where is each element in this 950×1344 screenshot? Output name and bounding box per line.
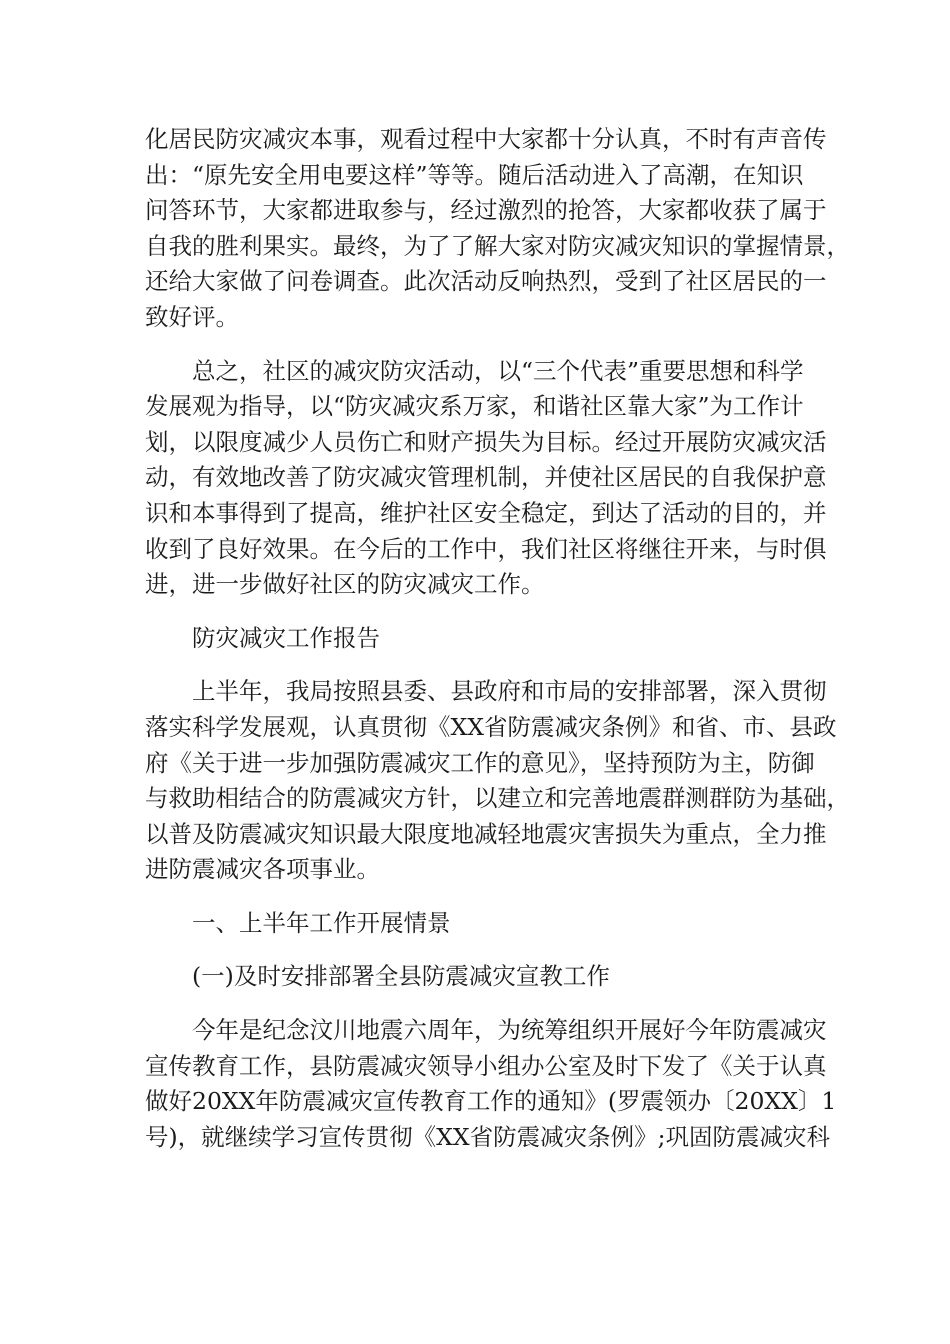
text-line: 号)，就继续学习宣传贯彻《XX省防震减灾条例》;巩固防震减灾科 (145, 1122, 831, 1151)
paragraph-gap (145, 336, 825, 354)
text-line: 进，进一步做好社区的防灾减灾工作。 (145, 570, 545, 599)
text-line: 做好20XX年防震减灾宣传教育工作的通知》(罗震领办〔20XX〕1 (145, 1087, 837, 1116)
paragraph-gap (145, 603, 825, 621)
text-line: 还给大家做了问卷调查。此次活动反响热烈，受到了社区居民的一 (145, 267, 827, 296)
paragraph (145, 122, 850, 336)
paragraph-gap (145, 995, 825, 1013)
text-line: 进防震减灾各项事业。 (145, 855, 380, 884)
text-line: 总之，社区的减灾防灾活动，以“三个代表”重要思想和科学 (145, 356, 804, 385)
text-line: 收到了良好效果。在今后的工作中，我们社区将继往开来，与时俱 (145, 534, 827, 563)
document-page (145, 122, 850, 1155)
text-line: 识和本事得到了提高，维护社区安全稳定，到达了活动的目的，并 (145, 498, 827, 527)
paragraph (145, 621, 825, 657)
text-line: 化居民防灾减灾本事，观看过程中大家都十分认真，不时有声音传 (145, 125, 827, 153)
paragraph (145, 674, 850, 888)
text-line: 划，以限度减少人员伤亡和财产损失为目标。经过开展防灾减灾活 (145, 427, 827, 456)
paragraph-gap (145, 941, 825, 959)
paragraph (145, 1013, 837, 1155)
text-line: 发展观为指导，以“防灾减灾系万家，和谐社区靠大家”为工作计 (145, 392, 804, 421)
paragraph (145, 354, 825, 603)
text-line: 动，有效地改善了防灾减灾管理机制，并使社区居民的自我保护意 (145, 463, 827, 492)
text-line: 宣传教育工作，县防震减灾领导小组办公室及时下发了《关于认真 (145, 1051, 827, 1080)
text-line: 今年是纪念汶川地震六周年，为统筹组织开展好今年防震减灾 (145, 1016, 827, 1045)
paragraph (145, 959, 825, 995)
text-line: 自我的胜利果实。最终，为了了解大家对防灾减灾知识的掌握情景， (145, 231, 850, 260)
text-line: 与救助相结合的防震减灾方针，以建立和完善地震群测群防为基础， (145, 784, 850, 813)
text-line: 问答环节，大家都进取参与，经过激烈的抢答，大家都收获了属于 (145, 196, 827, 225)
paragraph-gap (145, 656, 825, 674)
text-line: 一、上半年工作开展情景 (145, 908, 451, 937)
paragraph (145, 906, 825, 942)
text-line: 上半年，我局按照县委、县政府和市局的安排部署，深入贯彻 (145, 677, 827, 706)
text-line: 以普及防震减灾知识最大限度地减轻地震灾害损失为重点，全力推 (145, 819, 827, 848)
text-line: 防灾减灾工作报告 (145, 623, 380, 652)
text-line: 出：“原先安全用电要这样”等等。随后活动进入了高潮，在知识 (145, 160, 804, 189)
text-line: 致好评。 (145, 302, 239, 331)
text-line: 落实科学发展观，认真贯彻《XX省防震减灾条例》和省、市、县政 (145, 712, 837, 741)
paragraph-gap (145, 888, 825, 906)
text-line: 府《关于进一步加强防震减灾工作的意见》，坚持预防为主，防御 (145, 748, 815, 777)
text-line: (一)及时安排部署全县防震减灾宣教工作 (145, 962, 610, 991)
